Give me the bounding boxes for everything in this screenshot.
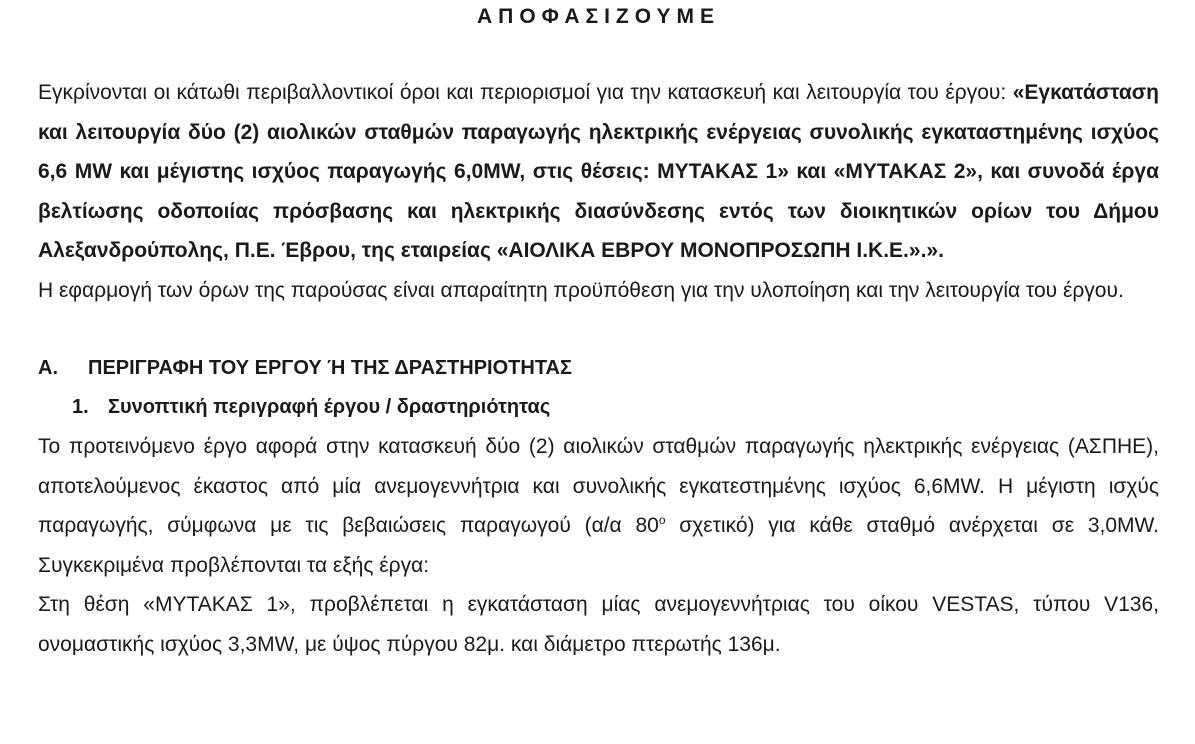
project-name-text: «Εγκατάσταση και λειτουργία δύο (2) αιολικών σταθμών παραγωγής ηλεκτρικής ενέργειας συνολικής εγκαταστημένης ισχύος 6,6 MW και μέγιστης ισχύος παραγωγής 6,0MW, στις θέσεις: ΜΥΤΑΚΑΣ 1» και «ΜΥΤΑΚΑΣ 2», και συνοδά έργα βελτίωσης οδοποιίας πρόσβασης και ηλεκτρικής διασύνδεσης εντός των διοικητικών ορίων του Δήμου Αλεξανδρούπολης, Π.Ε. Έβρου, της εταιρείας «ΑΙΟΛΙΚΑ ΕΒΡΟΥ ΜΟΝΟΠΡΟΣΩΠΗ Ι.Κ.Ε.».». (38, 81, 1159, 262)
subsection-1-heading (72, 388, 1159, 427)
description-text-part1: Το προτεινόμενο έργο αφορά στην κατασκευή δύο (2) αιολικών σταθμών παραγωγής ηλεκτρικής ενέργειας (ΑΣΠΗΕ), αποτελούμενος έκαστος από μία ανεμογεννήτρια και συνολικής εγκατεστημένης ισχύος 6,6MW. Η μέγιστη ισχύς παραγωγής, σύμφωνα με τις βεβαιώσεις παραγωγού (α/α 80 (38, 435, 1159, 537)
paragraph-gap (38, 310, 1159, 349)
section-a-number: Α. (38, 357, 58, 379)
subsection-1-number: 1. (72, 396, 89, 418)
intro-text: Εγκρίνονται οι κάτωθι περιβαλλοντικοί όροι και περιορισμοί για την κατασκευή και λειτουργία του έργου: (38, 81, 1007, 104)
description-paragraph (38, 427, 1159, 585)
description-superscript: ο (658, 513, 666, 527)
section-a-heading (38, 349, 1159, 388)
site-1-paragraph: Στη θέση «ΜΥΤΑΚΑΣ 1», προβλέπεται η εγκατάσταση μίας ανεμογεννήτριας του οίκου VESTAS, τύπου V136, ονομαστικής ισχύος 3,3MW, με ύψος πύργου 82μ. και διάμετρο πτερωτής 136μ. (38, 593, 1159, 656)
section-a-title: ΠΕΡΙΓΡΑΦΗ ΤΟΥ ΕΡΓΟΥ Ή ΤΗΣ ΔΡΑΣΤΗΡΙΟΤΗΤΑΣ (88, 357, 573, 379)
description-text-part2: σχετικό) για κάθε σταθμό ανέρχεται σε 3,0MW. Συγκεκριμένα προβλέπονται τα εξής έργα: (38, 514, 1159, 577)
requirement-paragraph: Η εφαρμογή των όρων της παρούσας είναι απαραίτητη προϋπόθεση για την υλοποίηση και την λειτουργία του έργου. (38, 278, 1124, 302)
subsection-1-title: Συνοπτική περιγραφή έργου / δραστηριότητας (108, 396, 551, 418)
document-title: ΑΠΟΦΑΣΙΖΟΥΜΕ (476, 5, 721, 28)
approval-paragraph (38, 73, 1159, 271)
